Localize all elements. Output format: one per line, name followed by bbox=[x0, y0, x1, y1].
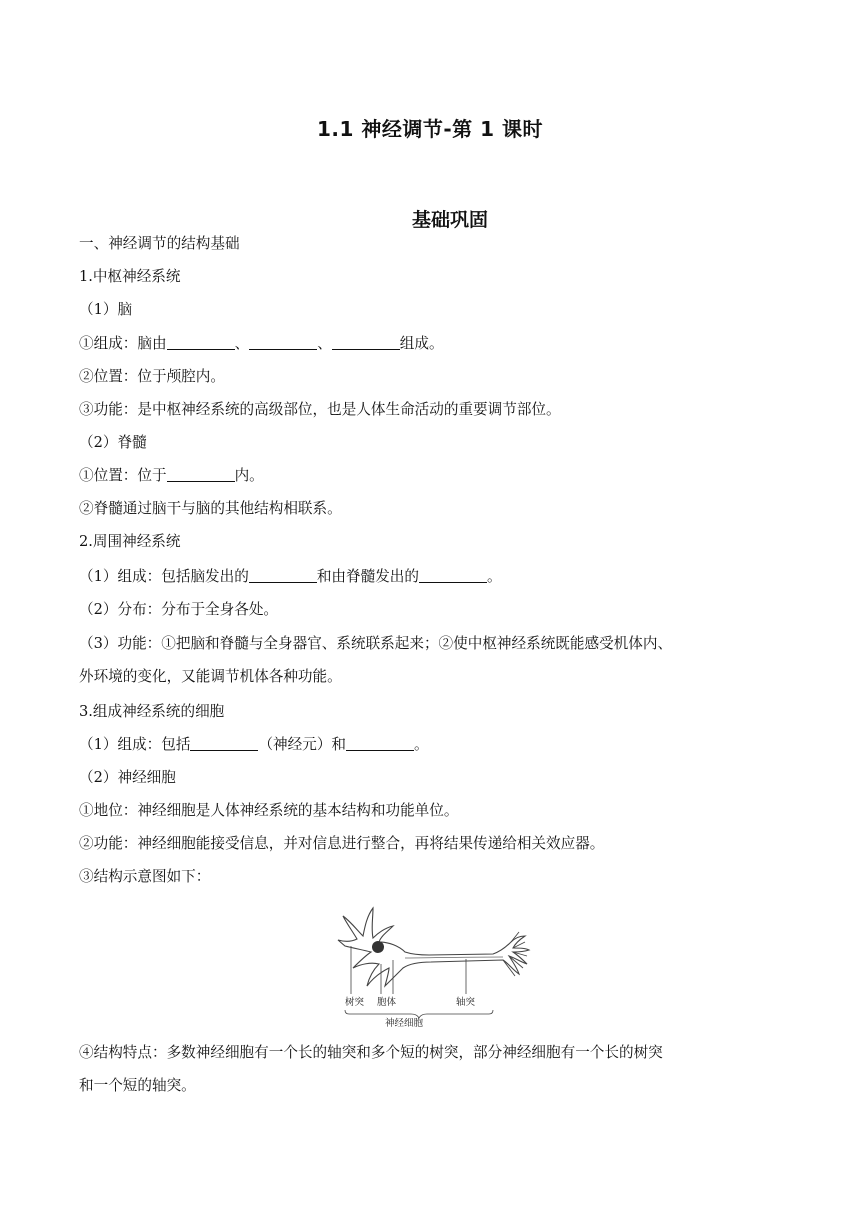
section-title: 一、神经调节的结构基础 bbox=[79, 235, 240, 252]
answer-blank[interactable] bbox=[332, 334, 400, 350]
text-line: ③功能：是中枢神经系统的高级部位，也是人体生命活动的重要调节部位。 bbox=[79, 401, 561, 418]
answer-blank[interactable] bbox=[249, 334, 317, 350]
section-heading: 基础巩固 bbox=[411, 209, 488, 231]
subsection-title: 2.周围神经系统 bbox=[79, 533, 181, 550]
subsection-title: 1.中枢神经系统 bbox=[79, 268, 181, 285]
text-line: （3）功能：①把脑和脊髓与全身器官、系统联系起来；②使中枢神经系统既能感受机体内、 bbox=[79, 635, 673, 652]
label-cell-body: 胞体 bbox=[377, 997, 397, 1008]
item-heading: （2）神经细胞 bbox=[79, 769, 176, 786]
neuron-outline bbox=[338, 908, 529, 986]
text-line: 外环境的变化，又能调节机体各种功能。 bbox=[79, 668, 342, 685]
answer-blank[interactable] bbox=[167, 334, 235, 350]
answer-blank[interactable] bbox=[167, 466, 235, 482]
label-dendrite: 树突 bbox=[345, 997, 365, 1008]
answer-blank[interactable] bbox=[419, 567, 487, 583]
answer-blank[interactable] bbox=[346, 735, 414, 751]
fill-in-line: ①位置：位于 内。 bbox=[79, 467, 264, 484]
text-line: ③结构示意图如下： bbox=[79, 868, 211, 885]
text-line: ②位置：位于颅腔内。 bbox=[79, 368, 225, 385]
label-neuron: 神经细胞 bbox=[385, 1018, 424, 1029]
neuron-diagram bbox=[333, 902, 533, 1032]
fill-in-line: ①组成：脑由 、 、 组成。 bbox=[79, 335, 444, 352]
axon-inner-line bbox=[405, 957, 503, 958]
page-title: 1.1 神经调节-第 1 课时 bbox=[316, 117, 544, 141]
nucleus bbox=[372, 941, 384, 953]
text-line: （2）分布：分布于全身各处。 bbox=[79, 601, 279, 618]
item-heading: （2）脊髓 bbox=[79, 434, 147, 451]
fill-in-line: （1）组成：包括 （神经元）和 。 bbox=[79, 736, 429, 753]
label-axon: 轴突 bbox=[456, 997, 476, 1008]
text-line: ④结构特点：多数神经细胞有一个长的轴突和多个短的树突，部分神经细胞有一个长的树突 bbox=[79, 1044, 663, 1061]
text-line: ①地位：神经细胞是人体神经系统的基本结构和功能单位。 bbox=[79, 802, 459, 819]
text-line: 和一个短的轴突。 bbox=[79, 1077, 196, 1094]
fill-in-line: （1）组成：包括脑发出的 和由脊髓发出的 。 bbox=[79, 568, 502, 585]
text-line: ②脊髓通过脑干与脑的其他结构相联系。 bbox=[79, 500, 342, 517]
item-heading: （1）脑 bbox=[79, 301, 133, 318]
text-line: ②功能：神经细胞能接受信息，并对信息进行整合，再将结果传递给相关效应器。 bbox=[79, 835, 605, 852]
subsection-title: 3.组成神经系统的细胞 bbox=[79, 703, 225, 720]
answer-blank[interactable] bbox=[190, 735, 258, 751]
answer-blank[interactable] bbox=[249, 567, 317, 583]
neuron-bracket bbox=[345, 1010, 493, 1018]
